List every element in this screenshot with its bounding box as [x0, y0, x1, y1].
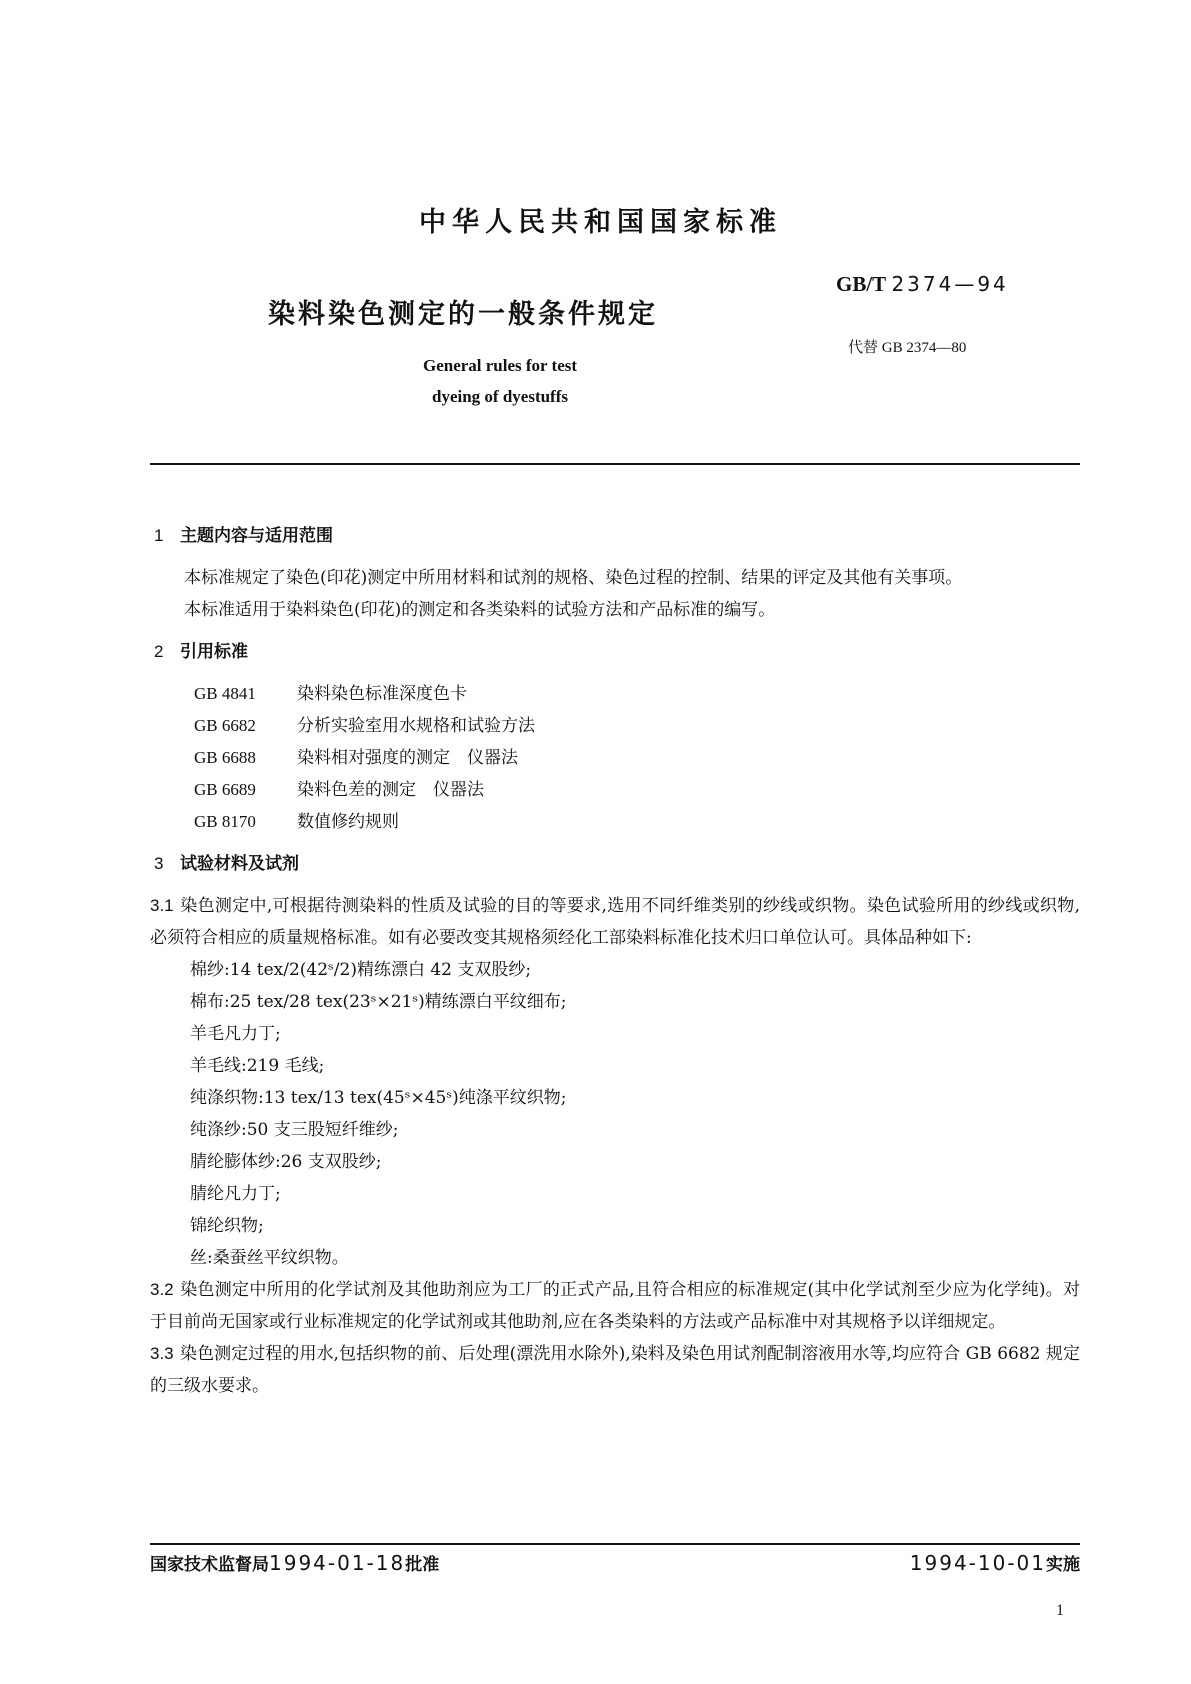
- page-number: 1: [1056, 1602, 1064, 1619]
- clause-3-1-number: 3.1: [150, 896, 174, 915]
- document-title-cn: 染料染色测定的一般条件规定: [268, 299, 658, 330]
- section-1-heading: [150, 520, 1080, 552]
- material-item: 纯涤织物:13 tex/13 tex(45ˢ×45ˢ)纯涤平纹织物;: [190, 1088, 567, 1108]
- document-title-en: [0, 350, 1000, 412]
- section-1-paragraph-2: 本标准适用于染料染色(印花)的测定和各类染料的试验方法和产品标准的编写。: [184, 600, 776, 620]
- section-1-title: 主题内容与适用范围: [180, 526, 333, 546]
- replaces-note: 代替 GB 2374—80: [848, 340, 967, 356]
- reference-title: 分析实验室用水规格和试验方法: [297, 716, 535, 736]
- section-3-number: 3: [154, 854, 164, 873]
- reference-code: GB 8170: [194, 812, 256, 831]
- material-item: 腈纶凡力丁;: [190, 1184, 281, 1204]
- approval-line: [150, 1550, 439, 1575]
- section-2-heading: [150, 636, 1080, 668]
- reference-title: 染料相对强度的测定 仪器法: [297, 748, 518, 768]
- materials-list: [150, 954, 1080, 1274]
- clause-3-2-text: 染色测定中所用的化学试剂及其他助剂应为工厂的正式产品,且符合相应的标准规定(其中化学试剂至少应为化学纯)。对于目前尚无国家或行业标准规定的化学试剂或其他助剂,应在各类染料的方法或产品标准中对其规格予以详细规定。: [150, 1280, 1080, 1332]
- referenced-standards-list: [150, 678, 1080, 838]
- reference-item: [194, 806, 1080, 838]
- material-item: 丝:桑蚕丝平纹织物。: [190, 1248, 349, 1268]
- national-standard-heading: 中华人民共和国国家标准: [419, 207, 782, 238]
- material-item: 腈纶膨体纱:26 支双股纱;: [190, 1152, 382, 1172]
- material-item: 棉纱:14 tex/2(42ˢ/2)精练漂白 42 支双股纱;: [190, 960, 532, 980]
- reference-item: [194, 710, 1080, 742]
- title-en-line-2: dyeing of dyestuffs: [431, 387, 568, 406]
- clause-3-3-number: 3.3: [150, 1344, 174, 1363]
- reference-code: GB 6689: [194, 780, 256, 799]
- clause-3-1: [150, 890, 1080, 954]
- reference-item: [194, 742, 1080, 774]
- standard-code: [836, 272, 1009, 297]
- standard-code-prefix: GB/T: [836, 272, 887, 296]
- document-body: [150, 520, 1080, 1402]
- section-1-paragraph-1: 本标准规定了染色(印花)测定中所用材料和试剂的规格、染色过程的控制、结果的评定及其他有关事项。: [184, 568, 963, 588]
- reference-code: GB 6688: [194, 748, 256, 767]
- reference-code: GB 6682: [194, 716, 256, 735]
- header-divider: [150, 463, 1080, 465]
- approval-label: 批准: [405, 1555, 440, 1575]
- footer-divider: [150, 1543, 1080, 1545]
- approval-date: 1994-01-18: [269, 1551, 406, 1575]
- effective-date: 1994-10-01: [909, 1551, 1046, 1575]
- clause-3-2: [150, 1274, 1080, 1338]
- section-2-title: 引用标准: [180, 642, 248, 662]
- reference-item: [194, 678, 1080, 710]
- material-item: 羊毛线:219 毛线;: [190, 1056, 325, 1076]
- effective-line: [910, 1550, 1080, 1575]
- material-item: 纯涤纱:50 支三股短纤维纱;: [190, 1120, 399, 1140]
- issuing-authority: 国家技术监督局: [150, 1555, 269, 1575]
- clause-3-2-number: 3.2: [150, 1280, 174, 1299]
- section-1-number: 1: [154, 526, 164, 545]
- section-3-heading: [150, 848, 1080, 880]
- effective-label: 实施: [1046, 1555, 1080, 1575]
- reference-item: [194, 774, 1080, 806]
- material-item: 羊毛凡力丁;: [190, 1024, 281, 1044]
- section-2-number: 2: [154, 642, 164, 661]
- section-3-title: 试验材料及试剂: [180, 854, 299, 874]
- title-en-line-1: General rules for test: [422, 356, 578, 375]
- clause-3-1-text: 染色测定中,可根据待测染料的性质及试验的目的等要求,选用不同纤维类别的纱线或织物。染色试验所用的纱线或织物,必须符合相应的质量规格标准。如有必要改变其规格须经化工部染料标准化技术归口单位认可。具体品种如下:: [150, 896, 1080, 948]
- clause-3-3-text: 染色测定过程的用水,包括织物的前、后处理(漂洗用水除外),染料及染色用试剂配制溶液用水等,均应符合 GB 6682 规定的三级水要求。: [150, 1344, 1080, 1396]
- material-item: 锦纶织物;: [190, 1216, 264, 1236]
- standard-code-number: 2374—94: [891, 272, 1009, 296]
- reference-title: 染料染色标准深度色卡: [297, 684, 467, 704]
- clause-3-3: [150, 1338, 1080, 1402]
- reference-title: 染料色差的测定 仪器法: [297, 780, 484, 800]
- material-item: 棉布:25 tex/28 tex(23ˢ×21ˢ)精练漂白平纹细布;: [190, 992, 567, 1012]
- reference-title: 数值修约规则: [297, 812, 399, 832]
- reference-code: GB 4841: [194, 684, 256, 703]
